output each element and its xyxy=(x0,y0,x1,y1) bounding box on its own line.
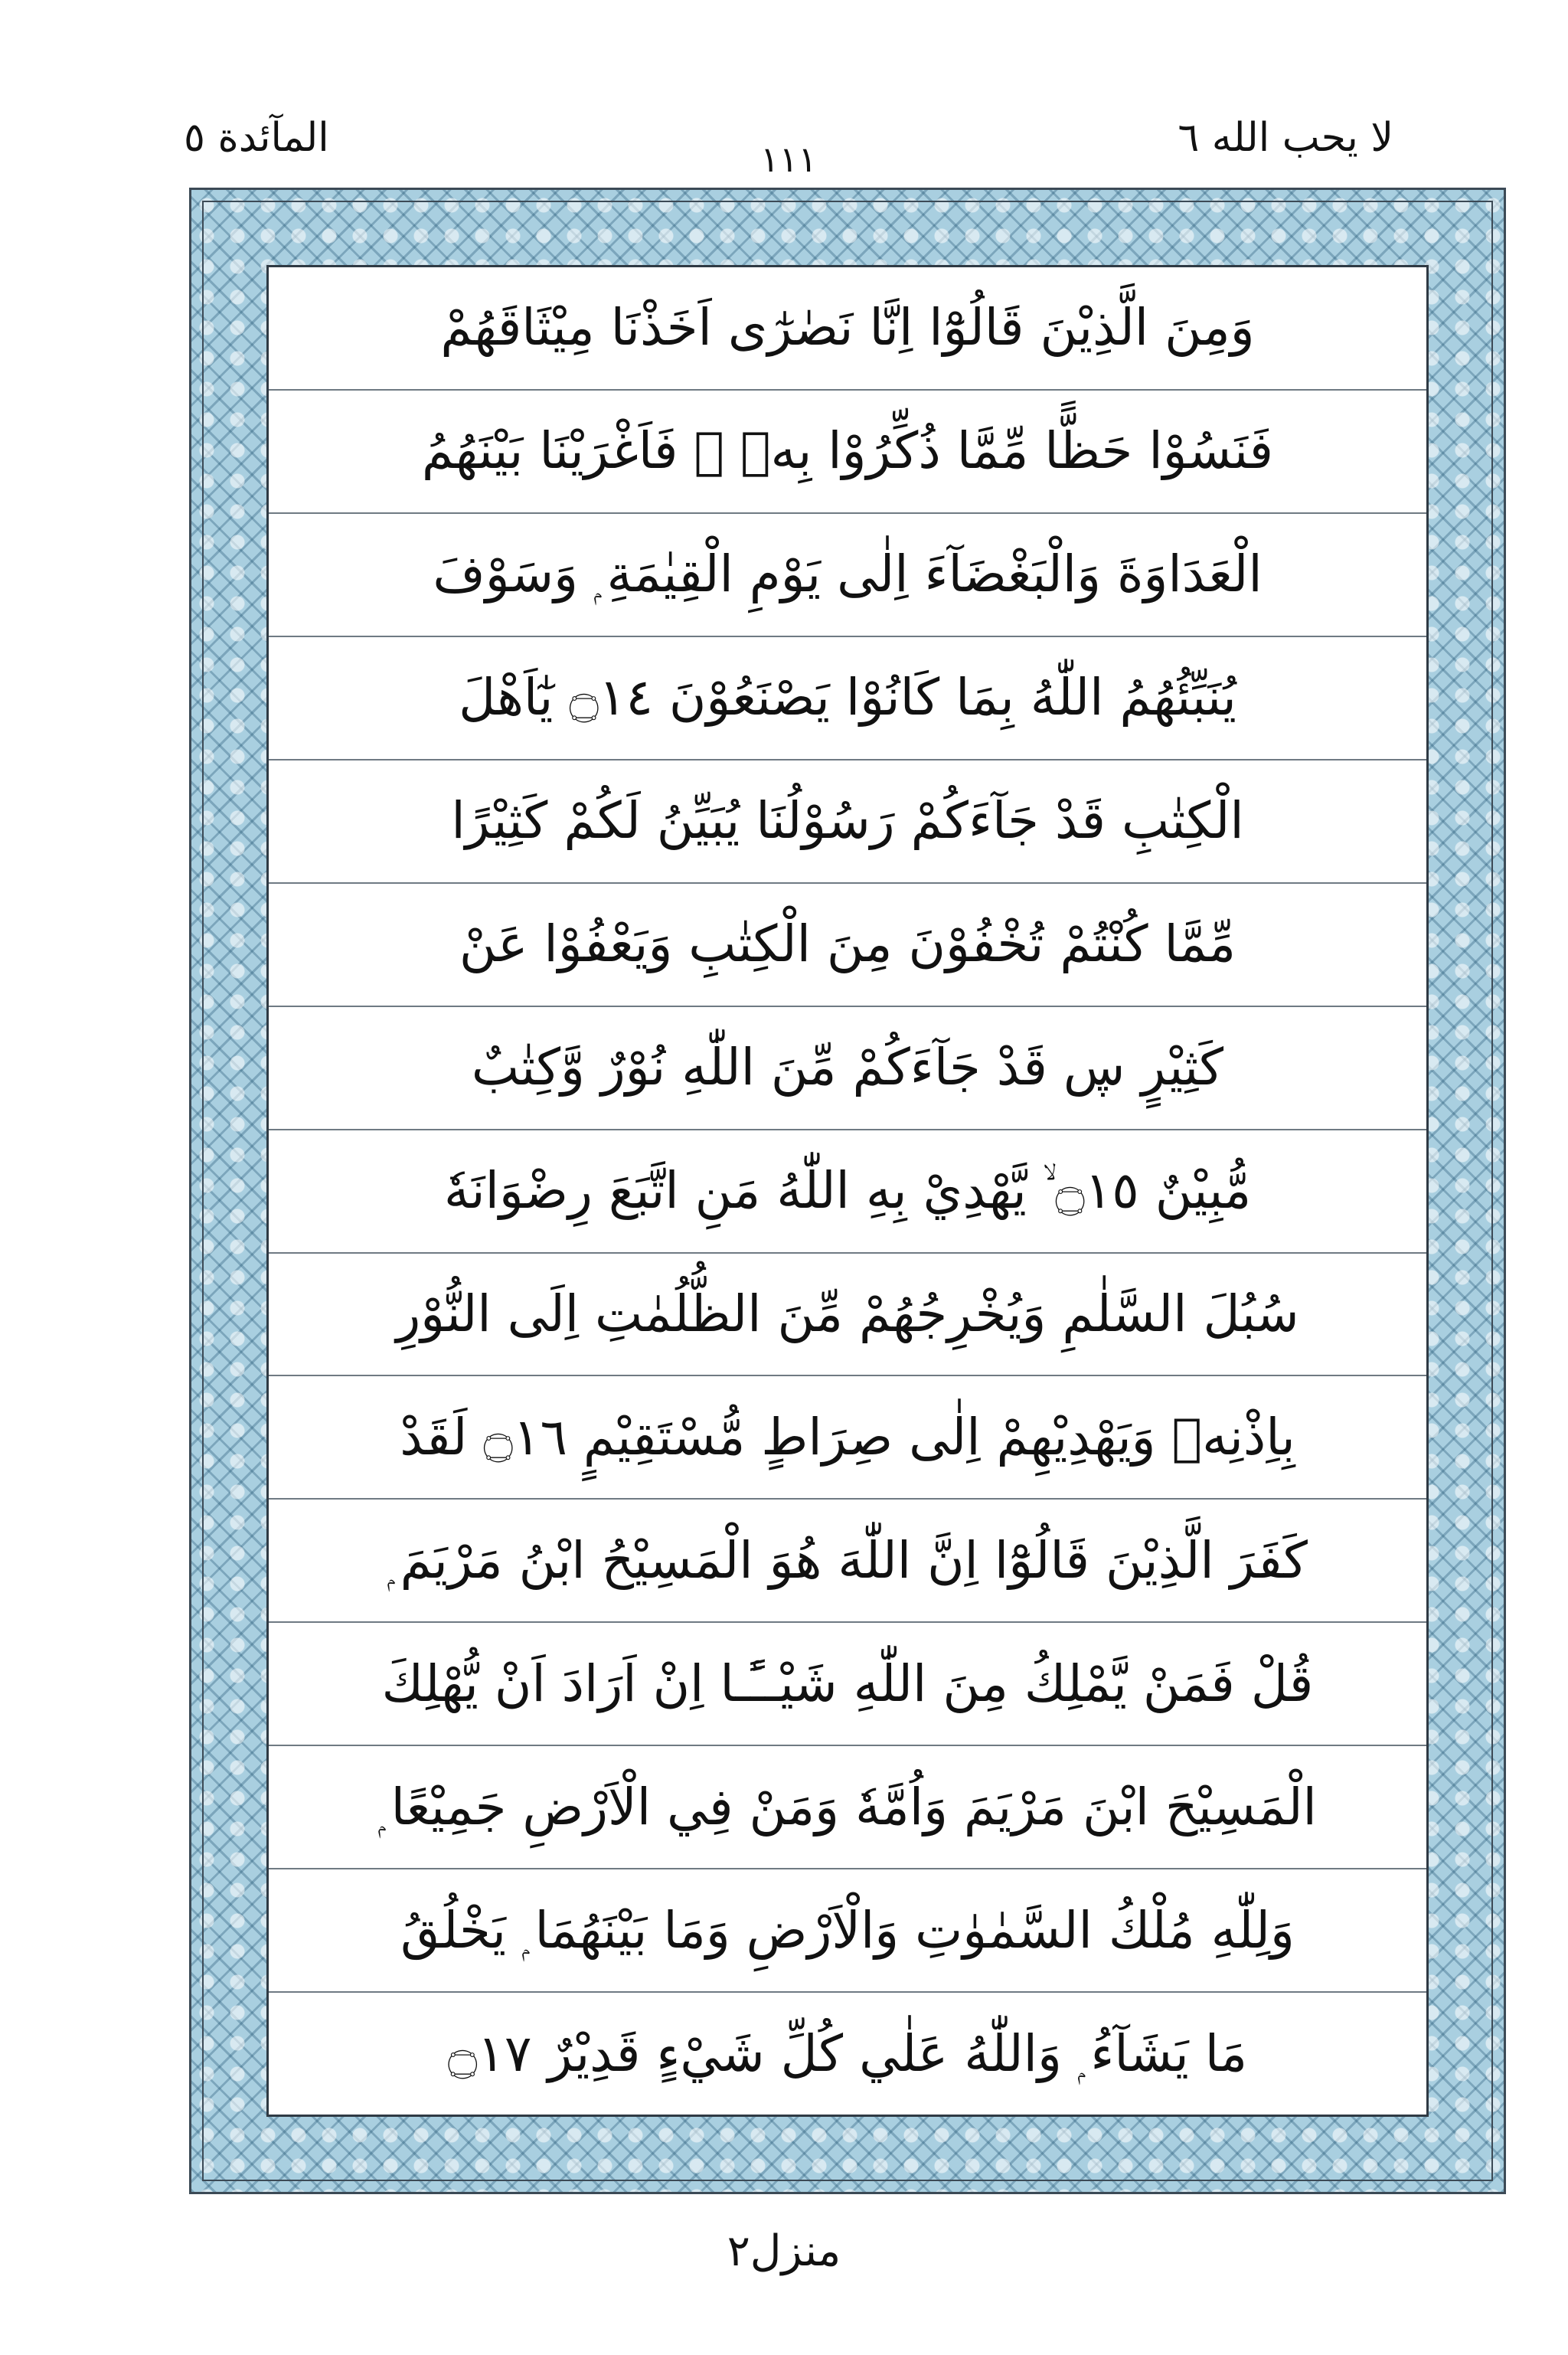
verse-lines xyxy=(269,267,1426,2115)
text-line: كَفَرَ الَّذِيْنَ قَالُوْٓا اِنَّ اللّٰهَ هُوَ الْمَسِيْحُ ابْنُ مَرْيَمَ ۭ xyxy=(269,1500,1426,1623)
page-header xyxy=(184,107,1393,191)
text-line: وَلِلّٰهِ مُلْكُ السَّمٰوٰتِ وَالْاَرْضِ وَمَا بَيْنَهُمَا ۭ يَخْلُقُ xyxy=(269,1869,1426,1993)
manzil-label: منزل۲ xyxy=(727,2226,841,2276)
text-line: بِاِذْنِهٖ وَيَهْدِيْهِمْ اِلٰى صِرَاطٍ مُّسْتَقِيْمٍ ۝١٦ لَقَدْ xyxy=(269,1376,1426,1500)
text-line: قُلْ فَمَنْ يَّمْلِكُ مِنَ اللّٰهِ شَيْــًٔـا اِنْ اَرَادَ اَنْ يُّهْلِكَ xyxy=(269,1623,1426,1746)
text-line: الْعَدَاوَةَ وَالْبَغْضَآءَ اِلٰى يَوْمِ الْقِيٰمَةِ ۭ وَسَوْفَ xyxy=(269,514,1426,637)
text-line: الْكِتٰبِ قَدْ جَآءَكُمْ رَسُوْلُنَا يُبَيِّنُ لَكُمْ كَثِيْرًا xyxy=(269,760,1426,884)
juz-title: لا يحب الله ٦ xyxy=(1178,115,1393,161)
surah-title: المآئدة ٥ xyxy=(184,115,329,161)
text-line: مُّبِيْنٌ ۝١٥ ۙ يَّهْدِيْ بِهِ اللّٰهُ مَنِ اتَّبَعَ رِضْوَانَهٗ xyxy=(269,1130,1426,1254)
text-line: سُبُلَ السَّلٰمِ وَيُخْرِجُهُمْ مِّنَ الظُّلُمٰتِ اِلَى النُّوْرِ xyxy=(269,1254,1426,1377)
text-line: الْمَسِيْحَ ابْنَ مَرْيَمَ وَاُمَّهٗ وَمَنْ فِي الْاَرْضِ جَمِيْعًا ۭ xyxy=(269,1746,1426,1869)
text-line: مِّمَّا كُنْتُمْ تُخْفُوْنَ مِنَ الْكِتٰبِ وَيَعْفُوْا عَنْ xyxy=(269,884,1426,1007)
text-line: وَمِنَ الَّذِيْنَ قَالُوْٓا اِنَّا نَصٰرٰٓى اَخَذْنَا مِيْثَاقَهُمْ xyxy=(269,267,1426,391)
text-line: يُنَبِّئُهُمُ اللّٰهُ بِمَا كَانُوْا يَصْنَعُوْنَ ۝١٤ يٰٓاَهْلَ xyxy=(269,637,1426,760)
page-number: ١١١ xyxy=(760,139,818,180)
decorative-border-frame xyxy=(189,188,1506,2194)
text-panel xyxy=(266,265,1429,2117)
text-line: كَثِيْرٍ ڛ قَدْ جَآءَكُمْ مِّنَ اللّٰهِ نُوْرٌ وَّكِتٰبٌ xyxy=(269,1007,1426,1130)
text-line: فَنَسُوْا حَظًّا مِّمَّا ذُكِّرُوْا بِهٖ ۚ فَاَغْرَيْنَا بَيْنَهُمُ xyxy=(269,391,1426,514)
text-line: مَا يَشَآءُ ۭ وَاللّٰهُ عَلٰي كُلِّ شَيْءٍ قَدِيْرٌ ۝١٧ xyxy=(447,2023,1248,2083)
